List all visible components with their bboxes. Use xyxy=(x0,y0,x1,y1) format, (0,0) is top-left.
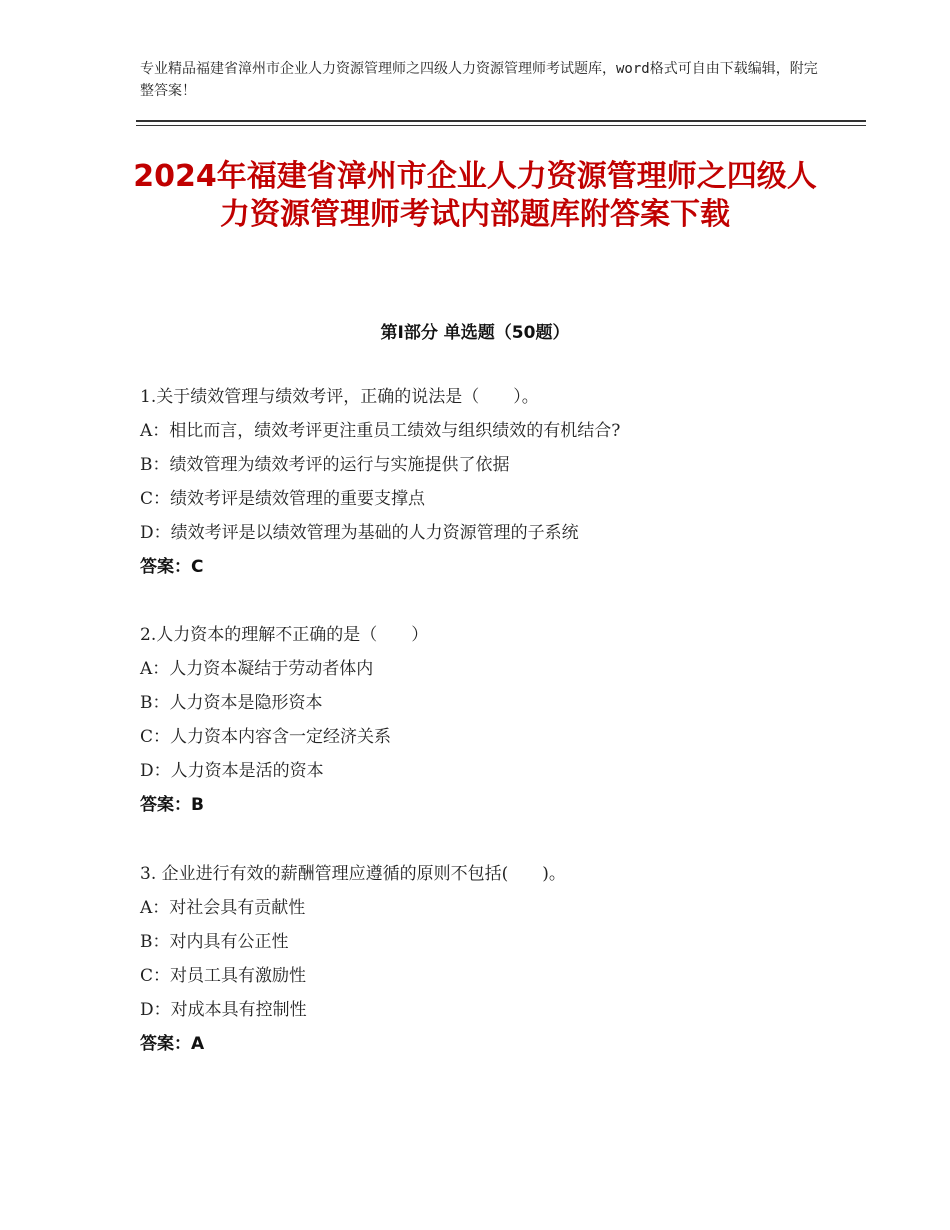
option-c: C：对员工具有激励性 xyxy=(140,966,307,986)
option-a: A：人力资本凝结于劳动者体内 xyxy=(140,659,374,679)
option-a: A：对社会具有贡献性 xyxy=(140,898,306,918)
option-b: B：人力资本是隐形资本 xyxy=(140,693,323,713)
option-d: D：对成本具有控制性 xyxy=(140,1000,307,1020)
option-a: A：相比而言，绩效考评更注重员工绩效与组织绩效的有机结合? xyxy=(140,421,621,441)
question-3 xyxy=(140,857,840,1061)
answer: 答案：C xyxy=(140,557,204,577)
option-c: C：人力资本内容含一定经济关系 xyxy=(140,727,392,747)
question-stem: 2.人力资本的理解不正确的是（ ） xyxy=(140,625,429,645)
header-rule-thin xyxy=(136,125,866,126)
document-title: 2024年福建省漳州市企业人力资源管理师之四级人力资源管理师考试内部题库附答案下载 xyxy=(133,159,817,232)
header-note: 专业精品福建省漳州市企业人力资源管理师之四级人力资源管理师考试题库，word格式可自由下载编辑，附完整答案！ xyxy=(140,61,818,99)
question-stem: 3. 企业进行有效的薪酬管理应遵循的原则不包括( )。 xyxy=(140,864,566,884)
question-1 xyxy=(140,380,840,584)
option-c: C：绩效考评是绩效管理的重要支撑点 xyxy=(140,489,426,509)
answer: 答案：B xyxy=(140,795,204,815)
section-title: 第Ⅰ部分 单选题（50题） xyxy=(380,323,570,343)
question-2 xyxy=(140,618,840,822)
option-b: B：对内具有公正性 xyxy=(140,932,289,952)
header-rule-thick xyxy=(136,120,866,122)
question-stem: 1.关于绩效管理与绩效考评，正确的说法是（ ）。 xyxy=(140,387,539,407)
answer: 答案：A xyxy=(140,1034,205,1054)
option-d: D：绩效考评是以绩效管理为基础的人力资源管理的子系统 xyxy=(140,523,579,543)
option-b: B：绩效管理为绩效考评的运行与实施提供了依据 xyxy=(140,455,510,475)
option-d: D：人力资本是活的资本 xyxy=(140,761,324,781)
